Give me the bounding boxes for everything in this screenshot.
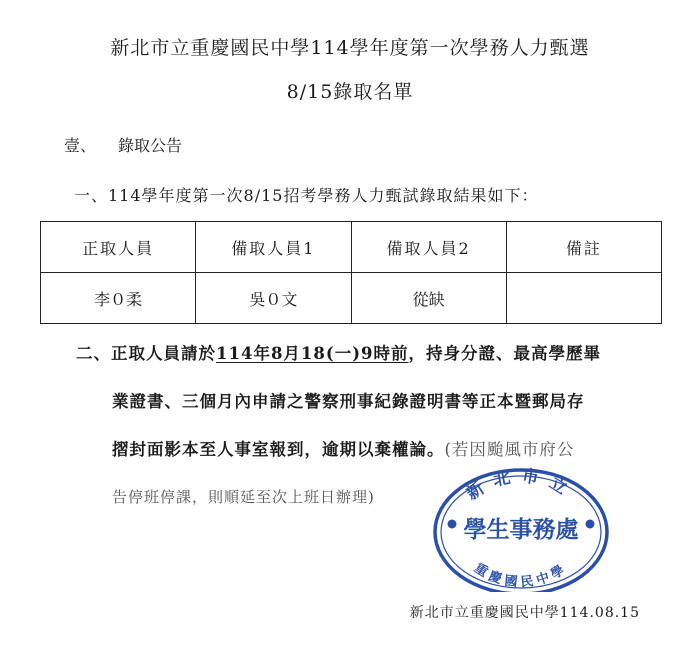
table-row bbox=[41, 273, 662, 324]
document-subtitle: 8/15錄取名單 bbox=[286, 81, 414, 103]
seal-center-text: 學生事務處 bbox=[463, 516, 579, 543]
document-title: 新北市立重慶國民中學114學年度第一次學務人力甄選 bbox=[110, 37, 590, 59]
header-cell: 備註 bbox=[506, 222, 661, 273]
item-2-continuation: ，持身分證、最高學歷畢 bbox=[408, 344, 601, 363]
section-title: 錄取公告 bbox=[118, 136, 183, 155]
header-cell: 備取人員2 bbox=[351, 222, 506, 273]
admission-table bbox=[40, 221, 662, 324]
seal-ornament-right bbox=[586, 520, 595, 529]
item-2-line-3 bbox=[112, 436, 574, 460]
item-1-text: 一、114學年度第一次8/15招考學務人力甄試錄取結果如下： bbox=[74, 186, 539, 205]
table-header-row bbox=[41, 222, 662, 273]
item-2-line-2: 業證書、三個月內申請之警察刑事紀錄證明書等正本暨郵局存 bbox=[112, 392, 585, 411]
item-2-line-1 bbox=[76, 340, 601, 364]
header-cell: 備取人員1 bbox=[196, 222, 351, 273]
typhoon-note-end: 告停班停課，則順延至次上班日辦理) bbox=[112, 488, 375, 506]
table-cell: 從缺 bbox=[351, 273, 506, 324]
office-seal-stamp bbox=[432, 462, 610, 592]
section-heading bbox=[64, 133, 182, 156]
section-number: 壹、 bbox=[64, 136, 97, 155]
table-cell bbox=[506, 273, 661, 324]
typhoon-note-start: (若因颱風市府公 bbox=[444, 440, 575, 459]
report-deadline: 114年8月18(一)9時前 bbox=[216, 344, 409, 363]
seal-bottom-text: 重慶國民中學 bbox=[471, 560, 571, 591]
item-2-prefix: 二、正取人員請於 bbox=[76, 344, 216, 363]
header-cell: 正取人員 bbox=[41, 222, 196, 273]
item-2-line-3-text: 摺封面影本至人事室報到，逾期以棄權論。 bbox=[112, 440, 445, 459]
footer-signature: 新北市立重慶國民中學114.08.15 bbox=[409, 605, 640, 621]
seal-ornament-left bbox=[448, 520, 457, 529]
table-cell: 吳０文 bbox=[196, 273, 351, 324]
seal-top-text: 新北市立 bbox=[463, 466, 579, 505]
table-cell: 李０柔 bbox=[41, 273, 196, 324]
